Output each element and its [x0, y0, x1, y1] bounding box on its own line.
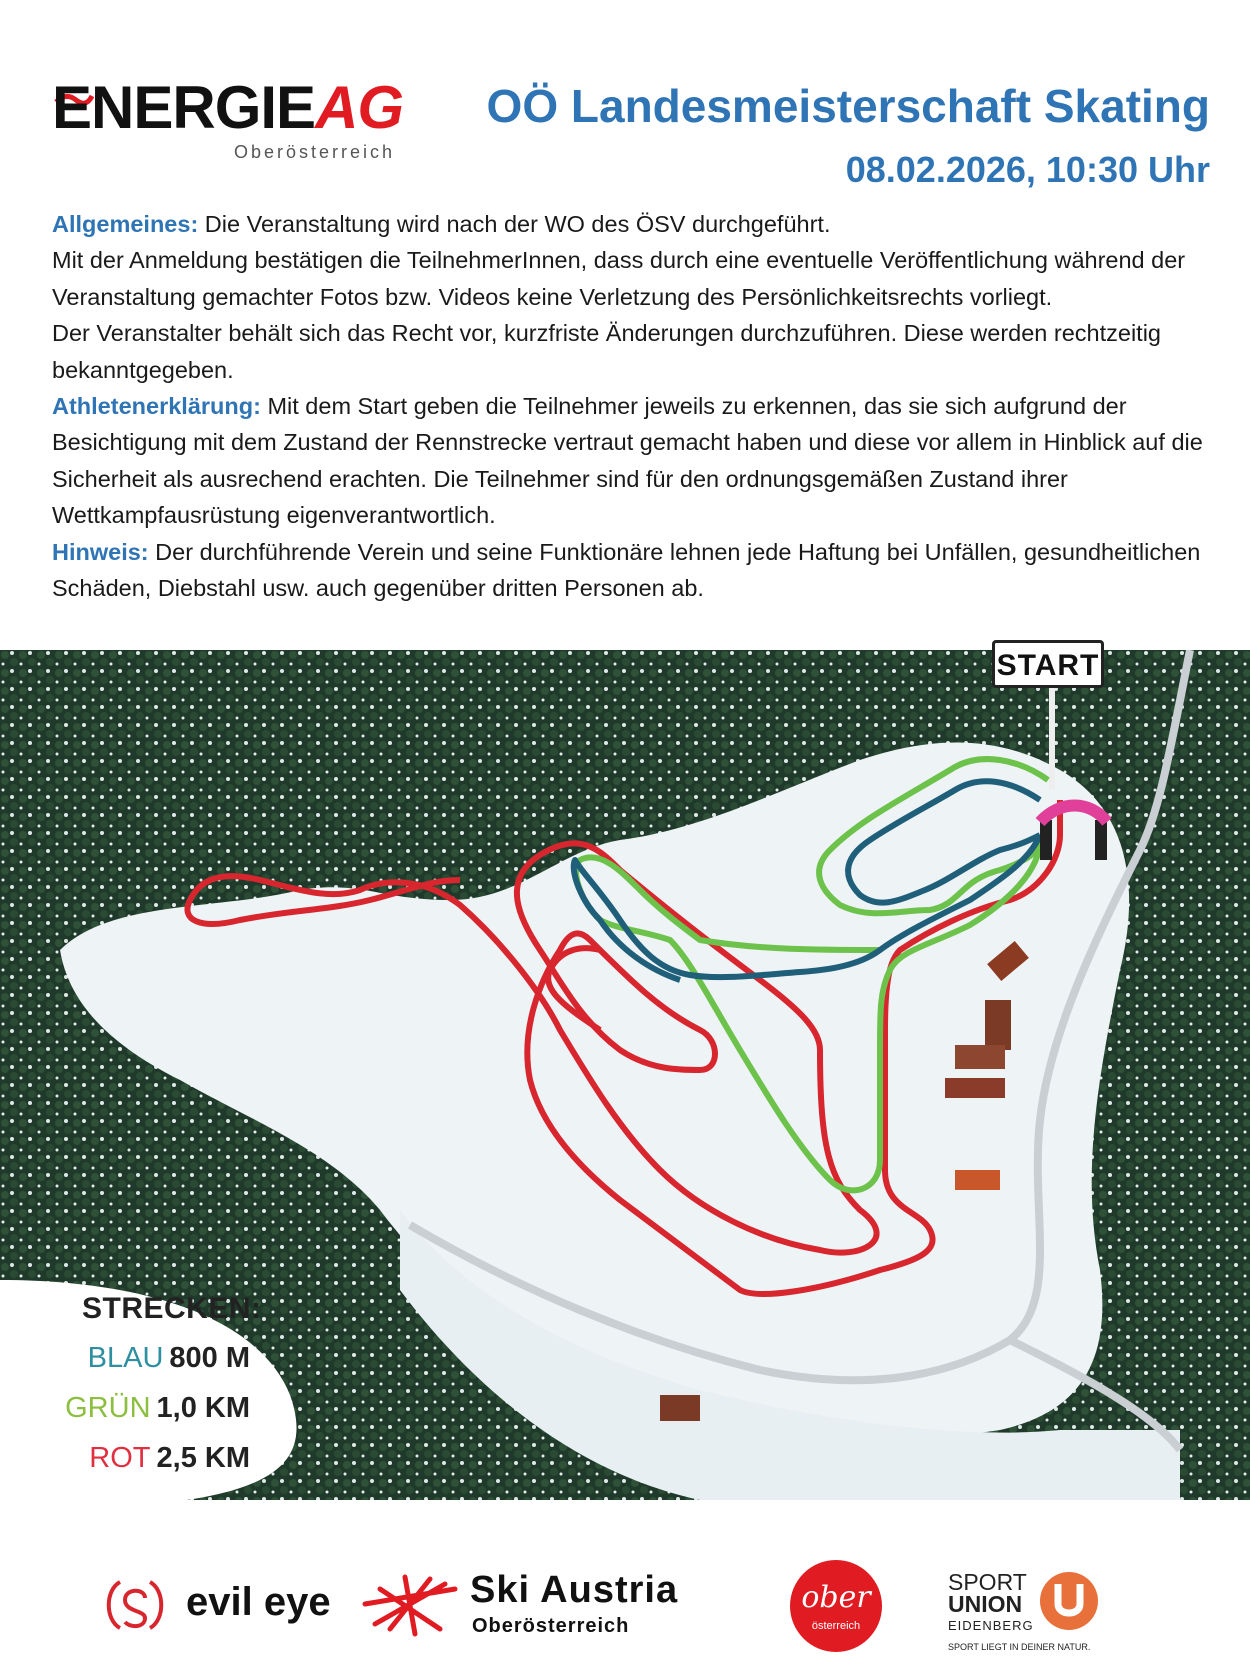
athlete-body: Mit dem Start geben die Teilnehmer jeweils zu erkennen, das sie sich aufgrund der Besichtigung mit dem Zustand der Rennstrecke vertraut gemacht haben und diese vor allem in Hinblick auf die Sicherheit als ausrechend erachten. Die Teilnehmer sind für den ordnungsgemäßen Zustand ihrer Wettkampfausrüstung eigenverantwortlich.	[52, 393, 1203, 529]
general-label: Allgemeines:	[52, 211, 199, 237]
union-u-icon	[1038, 1570, 1100, 1632]
logo-wordmark	[52, 74, 404, 141]
sport-union-logo	[948, 1570, 1148, 1655]
logo-energie-text: ENERGIE	[52, 74, 316, 141]
paragraph-athlete	[52, 388, 1212, 534]
ski-austria-logo	[360, 1565, 730, 1645]
building	[955, 1170, 1000, 1190]
union-line1: SPORT	[948, 1569, 1027, 1595]
union-line2: UNION	[948, 1591, 1023, 1617]
logo-ag-text: AG	[315, 74, 404, 141]
ski-austria-region: Oberösterreich	[472, 1615, 630, 1637]
legend-title: STRECKEN:	[82, 1292, 262, 1325]
page-title: OÖ Landesmeisterschaft Skating	[486, 80, 1210, 132]
start-sign: START	[992, 640, 1104, 688]
legend-green-name: GRÜN	[65, 1392, 151, 1424]
evil-eye-text: evil eye	[186, 1580, 331, 1624]
ski-austria-icon	[360, 1569, 460, 1639]
route-legend	[0, 1280, 300, 1510]
ober-sub-text: österreich	[811, 1620, 861, 1632]
paragraph-general	[52, 206, 1212, 242]
oberoesterreich-logo	[788, 1558, 884, 1654]
info-text	[52, 206, 1212, 606]
paragraph-changes: Der Veranstalter behält sich das Recht vor, kurzfriste Änderungen durchzuführen. Diese werden rechtzeitig bekanntgegeben.	[52, 320, 1161, 383]
legend-row-red	[0, 1442, 250, 1475]
event-datetime: 08.02.2026, 10:30 Uhr	[845, 149, 1210, 190]
legend-red-name: ROT	[89, 1442, 151, 1474]
evil-eye-logo	[100, 1570, 340, 1640]
legend-blue-name: BLAU	[87, 1342, 164, 1374]
building	[955, 1045, 1005, 1069]
legend-blue-length: 800 M	[169, 1342, 250, 1374]
note-label: Hinweis:	[52, 538, 149, 565]
athlete-label: Athletenerklärung:	[52, 393, 261, 420]
evil-eye-icon	[100, 1570, 170, 1640]
paragraph-consent: Mit der Anmeldung bestätigen die TeilnehmerInnen, dass durch eine eventuelle Veröffentlichung während der Veranstaltung gemachter Fotos bzw. Videos keine Verletzung des Persönlichkeitsrechts vorliegt.	[52, 247, 1186, 310]
building	[945, 1078, 1005, 1098]
ski-austria-text: Ski Austria	[470, 1569, 679, 1611]
legend-red-length: 2,5 KM	[156, 1442, 250, 1474]
union-line3: EIDENBERG	[948, 1618, 1034, 1633]
building	[660, 1395, 700, 1421]
legend-row-green	[0, 1392, 250, 1425]
note-body: Der durchführende Verein und seine Funktionäre lehnen jede Haftung bei Unfällen, gesundheitlichen Schäden, Diebstahl usw. auch gegenüber dritten Personen ab.	[52, 538, 1201, 602]
building	[985, 1000, 1011, 1050]
union-slogan: SPORT LIEGT IN DEINER NATUR.	[948, 1642, 1091, 1652]
energie-ag-logo	[52, 74, 422, 168]
paragraph-note	[52, 534, 1212, 607]
legend-row-blue	[0, 1342, 250, 1375]
legend-green-length: 1,0 KM	[156, 1392, 250, 1424]
ober-text: ober	[801, 1580, 871, 1615]
logo-region-text: Oberösterreich	[234, 142, 396, 162]
general-body: Die Veranstaltung wird nach der WO des ÖSV durchgeführt.	[198, 211, 831, 237]
